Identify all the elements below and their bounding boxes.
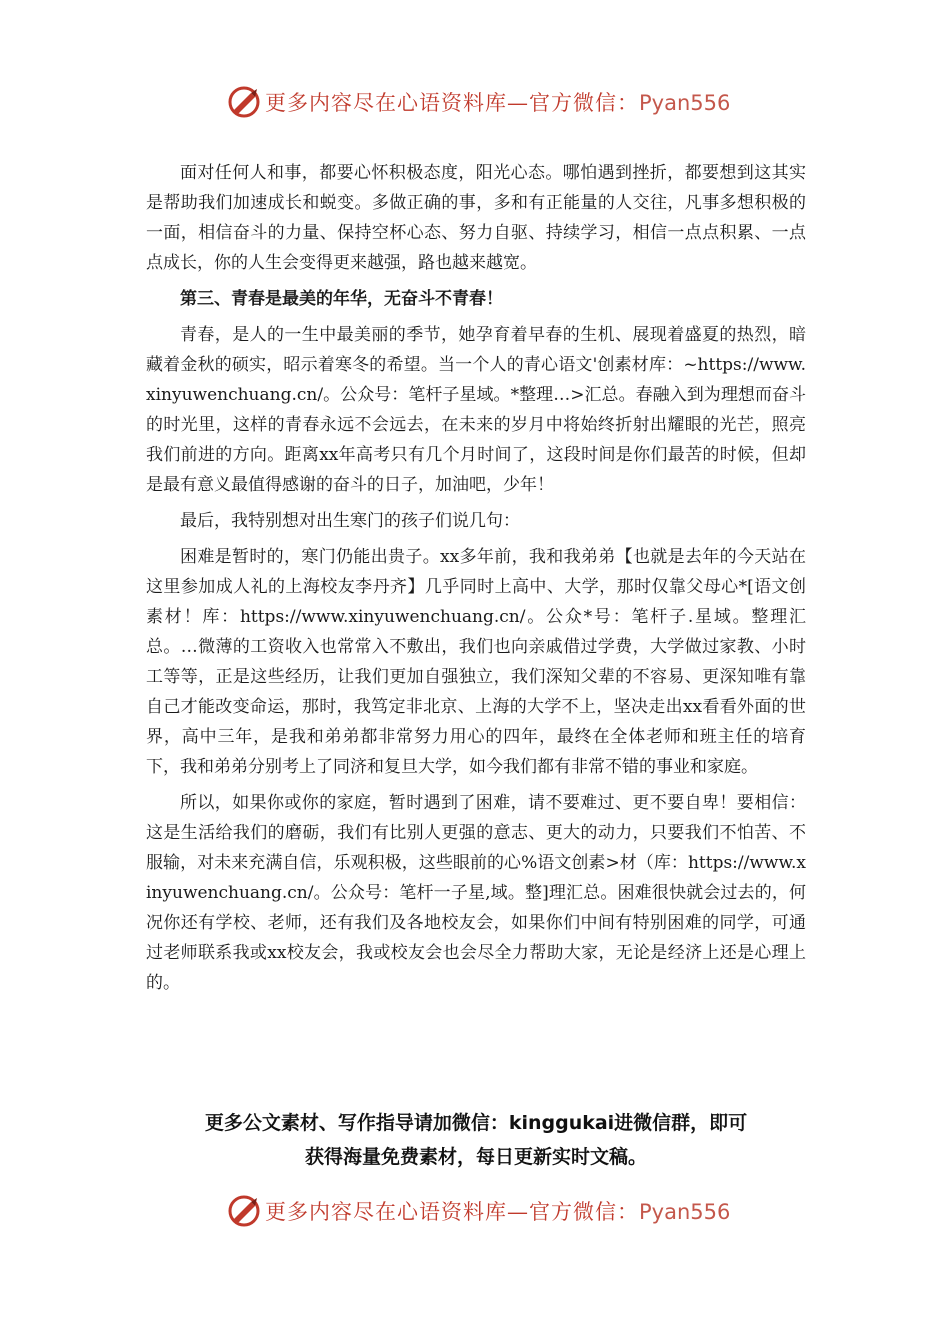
paragraph: 面对任何人和事，都要心怀积极态度，阳光心态。哪怕遇到挫折，都要想到这其实是帮助我们加速成长和蜕变。多做正确的事，多和有正能量的人交往，凡事多想积极的一面，相信奋斗的力量、保持空杯心态、努力自驱、持续学习，相信一点点积累、一点点成长，你的人生会变得更来越强，路也越来越宽。 (146, 163, 806, 273)
paragraph: 最后，我特别想对出生寒门的孩子们说几句： (180, 511, 520, 531)
footer-banner-text: 更多内容尽在心语资料库—官方微信：Pyan556 (265, 1200, 731, 1224)
paragraph: 青春，是人的一生中最美丽的季节，她孕育着早春的生机、展现着盛夏的热烈，暗藏着金秋的硕实，昭示着寒冬的希望。当一个人的青心语文'创素材库：~https://www.xinyuwenchuang.cn/。公众号：笔杆子星域。*整理…>汇总。春融入到为理想而奋斗的时光里，这样的青春永远不会远去，在未来的岁月中将始终折射出耀眼的光芒，照亮我们前进的方向。距离xx年高考只有几个月时间了，这段时间是你们最苦的时候，但却是最有意义最值得感谢的奋斗的日子，加油吧，少年！ (146, 325, 806, 495)
header-banner (227, 84, 730, 120)
article-body (146, 158, 806, 998)
paragraph: 困难是暂时的，寒门仍能出贵子。xx多年前，我和我弟弟【也就是去年的今天站在这里参加成人礼的上海校友李丹齐】几乎同时上高中、大学，那时仅靠父母心*[语文创素材！库：https://www.xinyuwenchuang.cn/。公众*号：笔杆子.星域。整理汇总。…微薄的工资收入也常常入不敷出，我们也向亲戚借过学费，大学做过家教、小时工等等，正是这些经历，让我们更加自强独立，我们深知父辈的不容易、更深知唯有靠自己才能改变命运，那时，我笃定非北京、上海的大学不上，坚决走出xx看看外面的世界，高中三年，是我和弟弟都非常努力用心的四年，最终在全体老师和班主任的培育下，我和弟弟分别考上了同济和复旦大学，如今我们都有非常不错的事业和家庭。 (146, 547, 806, 777)
footer-wechat-id: Pyan556 (639, 1200, 731, 1224)
header-banner-text: 更多内容尽在心语资料库—官方微信：Pyan556 (265, 91, 731, 115)
footer-banner (227, 1193, 730, 1229)
cta-line-1: 更多公文素材、写作指导请加微信：kinggukai进微信群，即可 (204, 1112, 748, 1134)
paragraph: 所以，如果你或你的家庭，暂时遇到了困难，请不要难过、更不要自卑！要相信：这是生活给我们的磨砺，我们有比别人更强的意志、更大的动力，只要我们不怕苦、不服输，对未来充满自信，乐观积极，这些眼前的心%语文创素>材（库：https://www.xinyuwenchuang.cn/。公众号：笔杆一子星,域。整]理汇总。困难很快就会过去的，何况你还有学校、老师，还有我们及各地校友会，如果你们中间有特别困难的同学，可通过老师联系我或xx校友会，我或校友会也会尽全力帮助大家，无论是经济上还是心理上的。 (146, 793, 806, 993)
section-heading: 第三、青春是最美的年华，无奋斗不青春！ (180, 289, 503, 309)
cta-line-2: 获得海量免费素材，每日更新实时文稿。 (304, 1146, 647, 1168)
brand-logo-icon (227, 1194, 261, 1228)
brand-logo-icon (227, 85, 261, 119)
call-to-action (140, 1106, 812, 1174)
header-wechat-id: Pyan556 (639, 91, 731, 115)
